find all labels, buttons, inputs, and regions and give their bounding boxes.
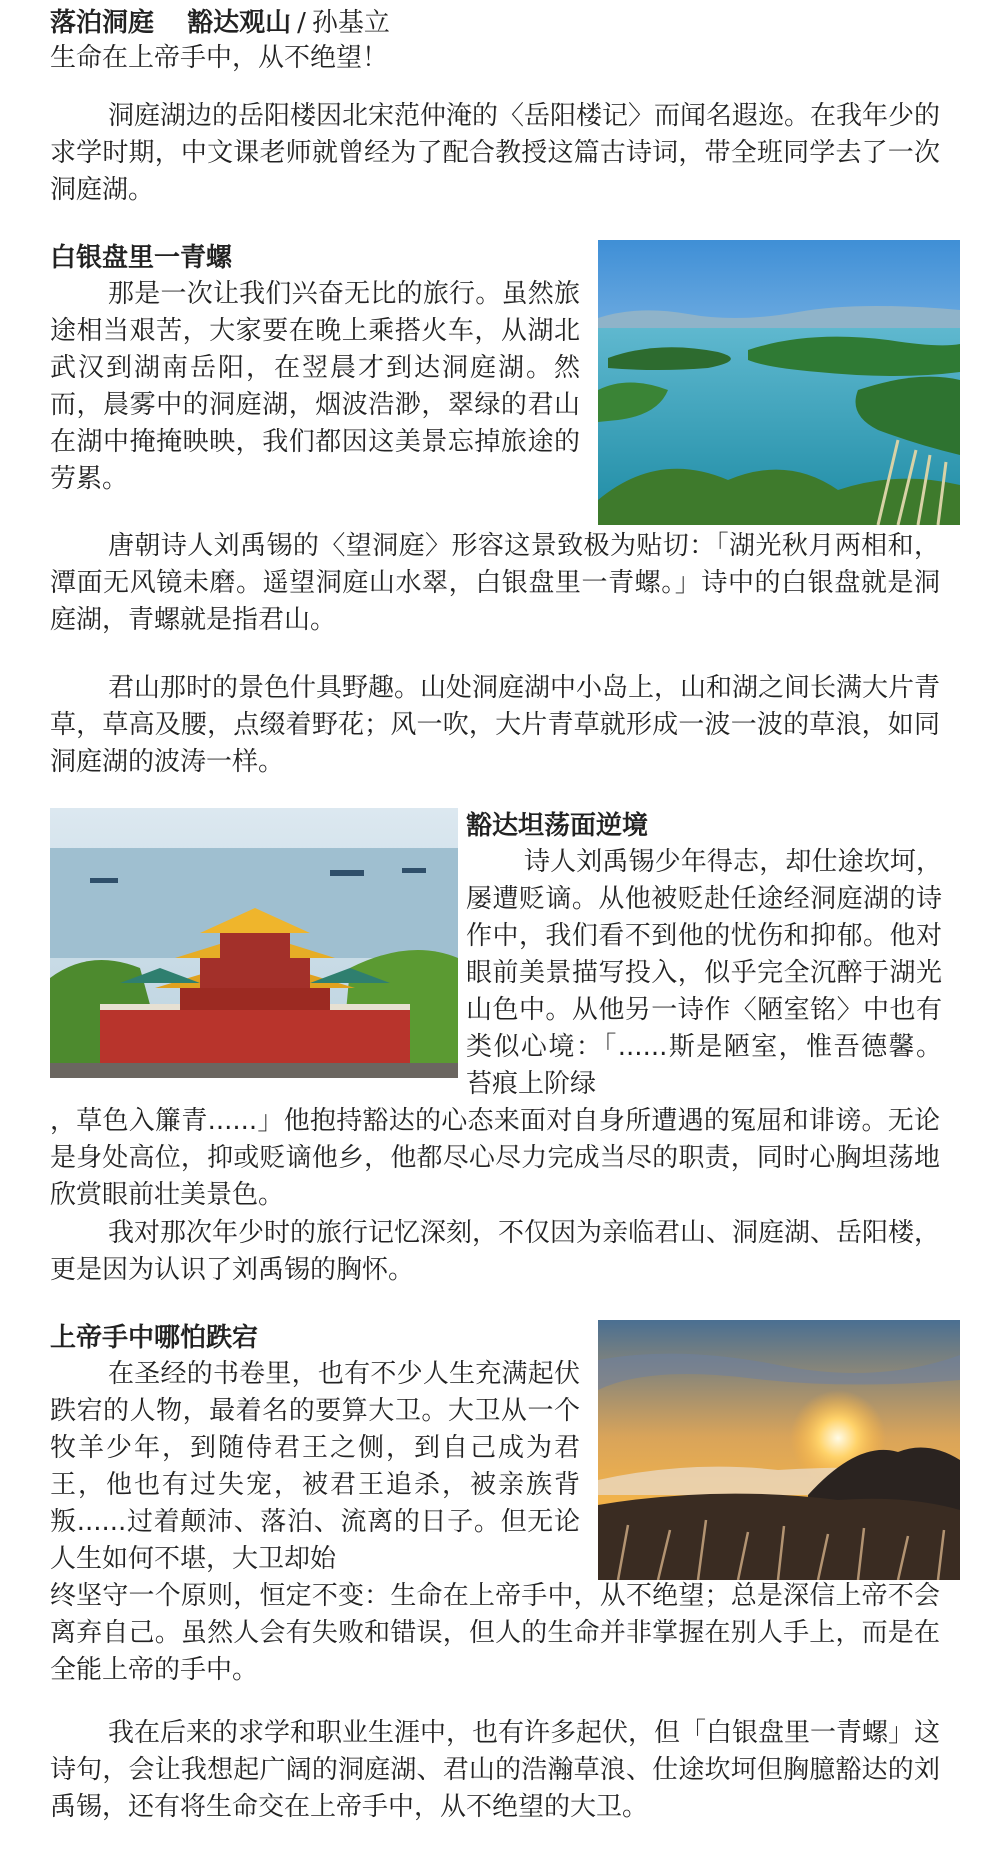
title-part-1: 落泊洞庭 (50, 8, 155, 38)
section2-heading: 豁达坦荡面逆境 (466, 811, 649, 841)
closing-paragraph: 我在后来的求学和职业生涯中，也有许多起伏，但「白银盘里一青螺」这诗句，会让我想起广阔的洞庭湖、君山的浩瀚草浪、仕途坎坷但胸臆豁达的刘禹锡，还有将生命交在上帝手中，从不绝望的大卫。 (50, 1718, 941, 1822)
section3-heading: 上帝手中哪怕跌宕 (50, 1323, 259, 1353)
author-name: 孙基立 (311, 8, 390, 38)
section1-paragraph-2: 唐朝诗人刘禹锡的〈望洞庭〉形容这景致极为贴切：「湖光秋月两相和，潭面无风镜未磨。遥望洞庭山水翠，白银盘里一青螺。」诗中的白银盘就是洞庭湖，青螺就是指君山。 (50, 531, 940, 635)
article-subtitle: 生命在上帝手中，从不绝望！ (50, 43, 389, 73)
section3-paragraph-1-continued: 终坚守一个原则，恒定不变：生命在上帝手中，从不绝望；总是深信上帝不会离弃自己。虽然人会有失败和错误，但人的生命并非掌握在别人手上，而是在全能上帝的手中。 (50, 1581, 940, 1685)
yueyang-tower-photo (50, 808, 458, 1078)
title-separator: / (297, 8, 306, 38)
section1-paragraph-1: 那是一次让我们兴奋无比的旅行。虽然旅途相当艰苦，大家要在晚上乘搭火车，从湖北武汉到湖南岳阳，在翌晨才到达洞庭湖。然而，晨雾中的洞庭湖，烟波浩渺，翠绿的君山在湖中掩掩映映，我们都因这美景忘掉旅途的劳累。 (50, 279, 580, 494)
section2-paragraph-1-wrapped: 诗人刘禹锡少年得志，却仕途坎坷，屡遭贬谪。从他被贬赴任途经洞庭湖的诗作中，我们看不到他的忧伤和抑郁。他对眼前美景描写投入，似乎完全沉醉于湖光山色中。从他另一诗作〈陋室铭〉中也有类似心境：「......斯是陋室，惟吾德馨。苔痕上阶绿 (466, 847, 942, 1099)
sunset-photo (598, 1320, 960, 1580)
article-title (50, 6, 390, 40)
section2-paragraph-1-continued: ，草色入簾青......」他抱持豁达的心态来面对自身所遭遇的冤屈和诽谤。无论是身处高位，抑或贬谪他乡，他都尽心尽力完成当尽的职责，同时心胸坦荡地欣赏眼前壮美景色。 (50, 1106, 940, 1210)
section2-paragraph-2: 我对那次年少时的旅行记忆深刻，不仅因为亲临君山、洞庭湖、岳阳楼，更是因为认识了刘禹锡的胸怀。 (50, 1218, 941, 1285)
lake-islands-photo (598, 240, 960, 525)
intro-paragraph: 洞庭湖边的岳阳楼因北宋范仲淹的〈岳阳楼记〉而闻名遐迩。在我年少的求学时期，中文课老师就曾经为了配合教授这篇古诗词，带全班同学去了一次洞庭湖。 (50, 101, 941, 205)
section1-paragraph-3: 君山那时的景色什具野趣。山处洞庭湖中小岛上，山和湖之间长满大片青草，草高及腰，点缀着野花；风一吹，大片青草就形成一波一波的草浪，如同洞庭湖的波涛一样。 (50, 673, 941, 777)
section3-paragraph-1-wrapped: 在圣经的书卷里，也有不少人生充满起伏跌宕的人物，最着名的要算大卫。大卫从一个牧羊少年，到随侍君王之侧，到自己成为君王，他也有过失宠，被君王追杀，被亲族背叛......过着颠沛、落泊、流离的日子。但无论人生如何不堪，大卫却始 (50, 1359, 580, 1574)
title-part-2: 豁达观山 (187, 8, 292, 38)
section1-heading: 白银盘里一青螺 (50, 243, 233, 273)
